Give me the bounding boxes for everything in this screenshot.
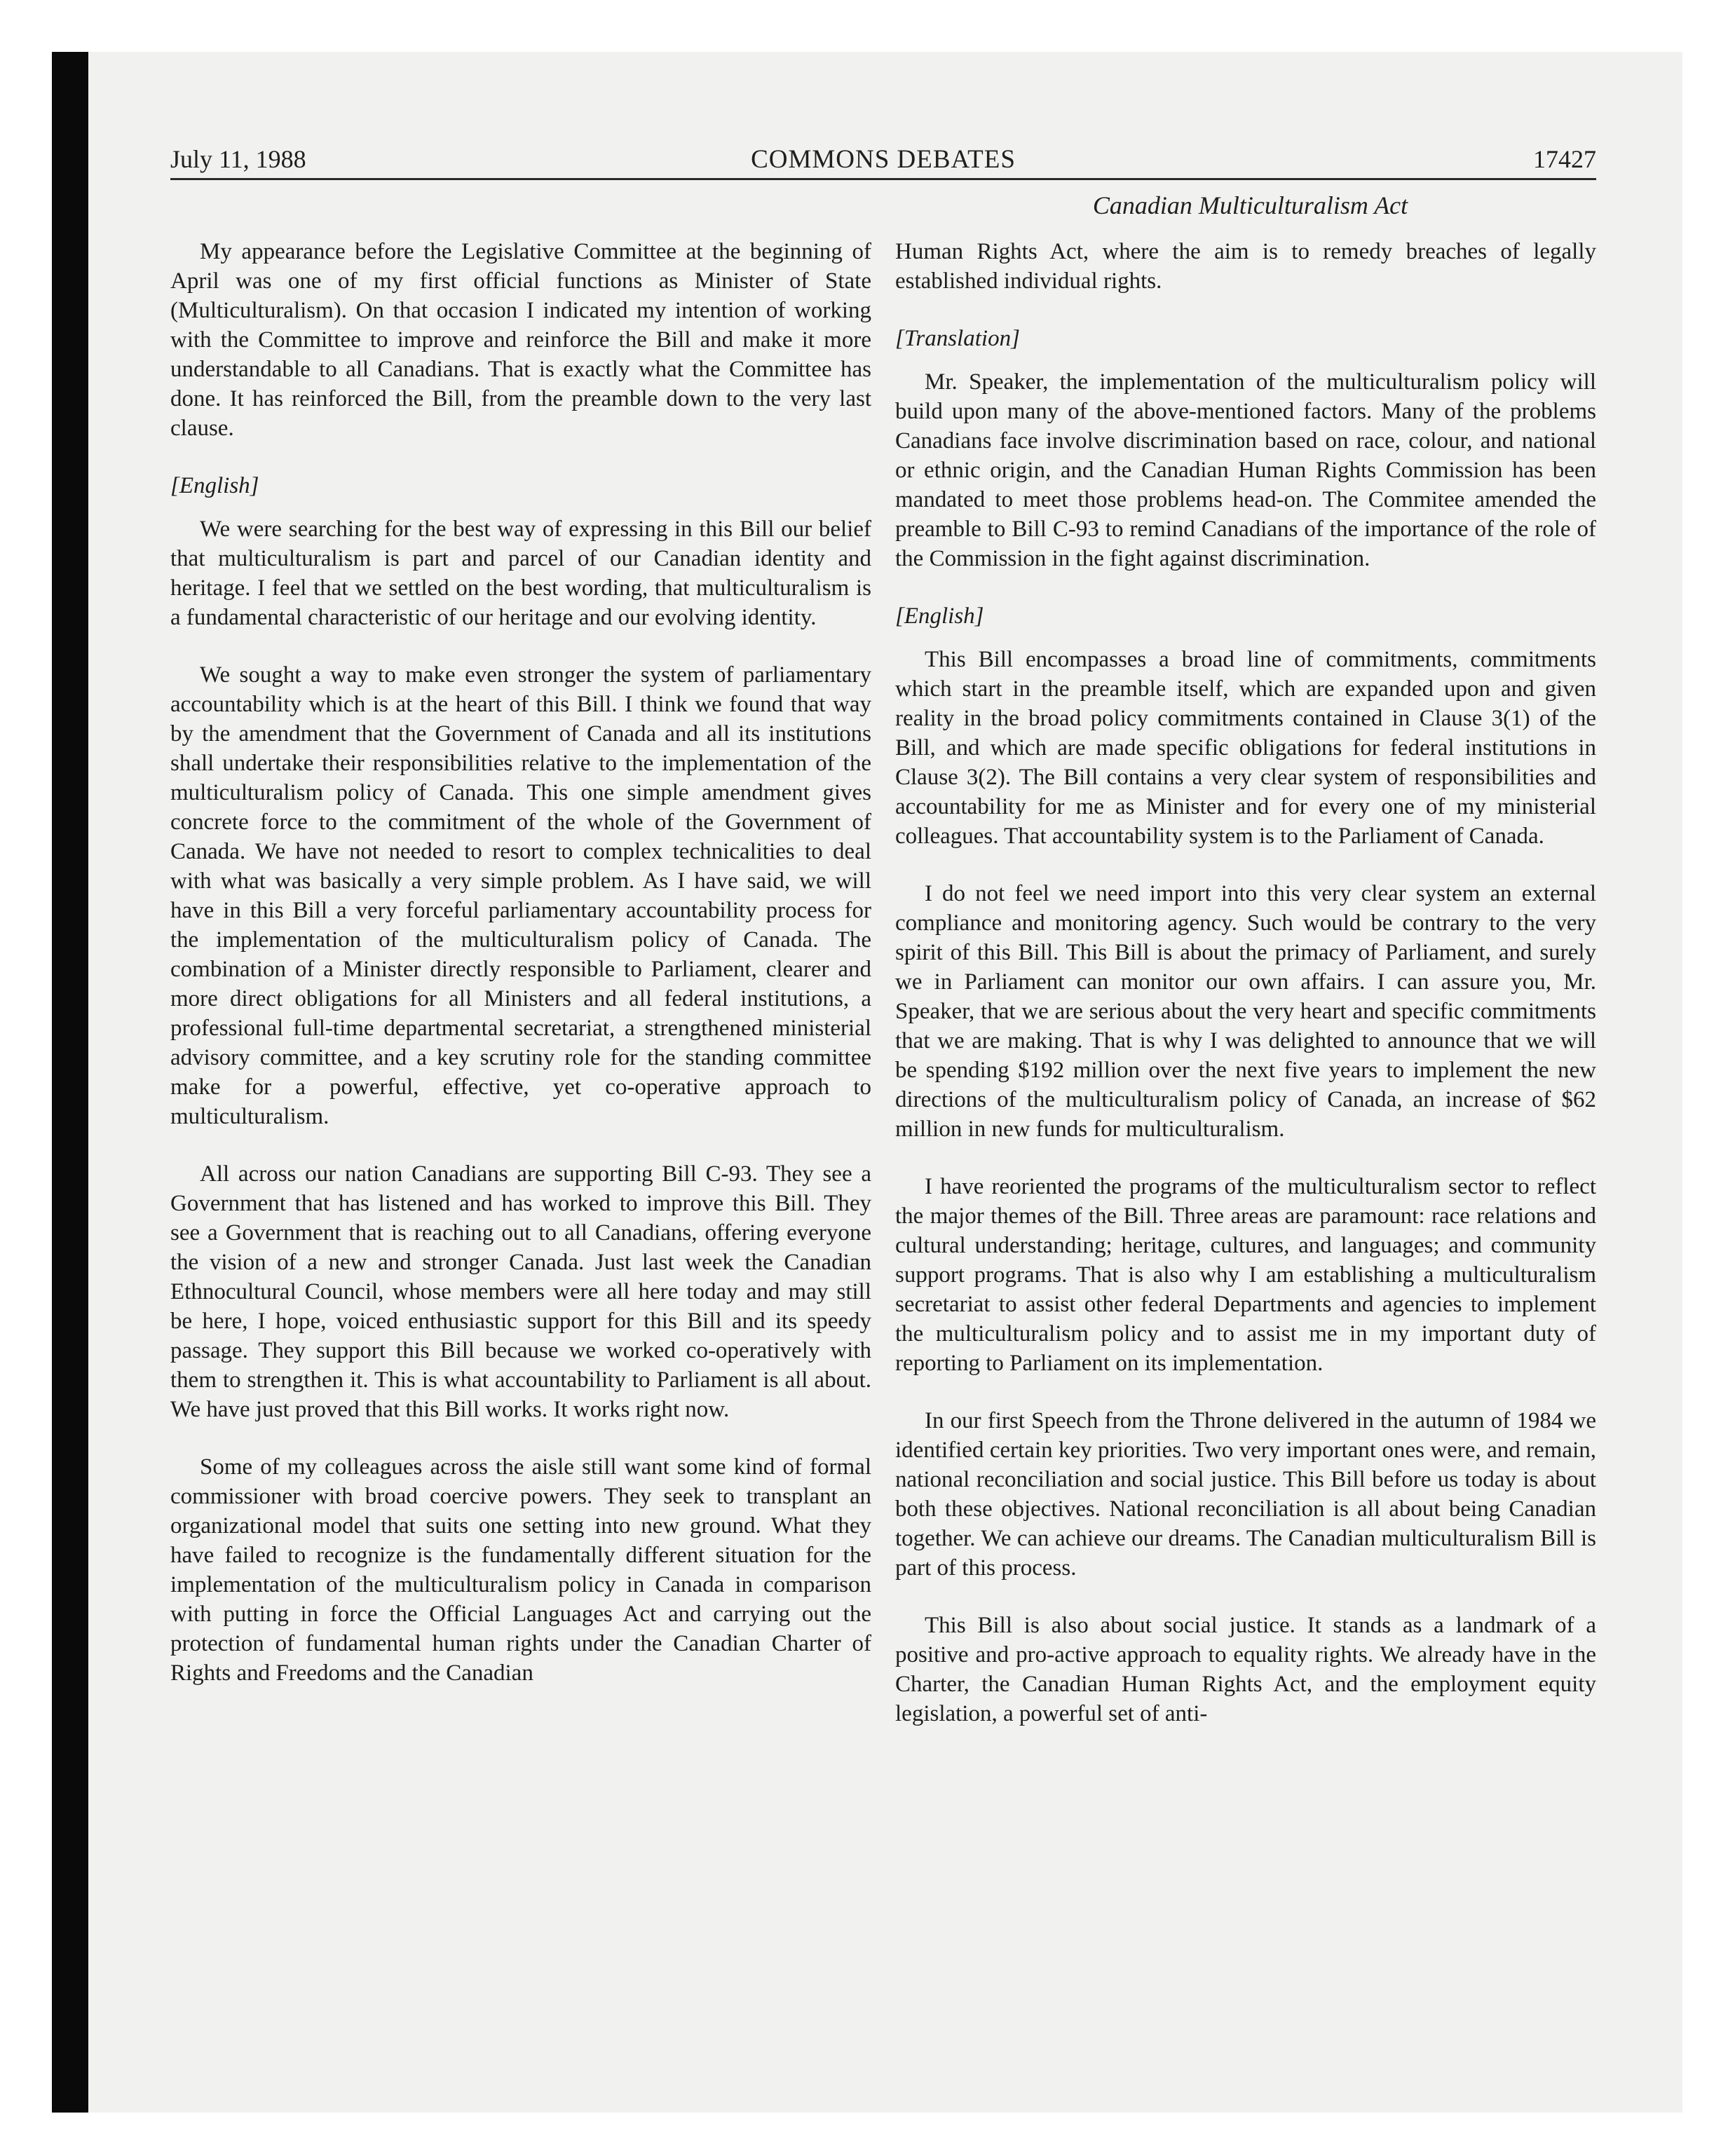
left-column bbox=[170, 237, 871, 1688]
header-page-number: 17427 bbox=[1533, 145, 1596, 173]
right-paragraph-6: In our first Speech from the Throne delivered in the autumn of 1984 we identified certain key priorities. Two very important ones were, and remain, national reconciliation and social justice. This Bill before us today is about both these objectives. National reconciliation is all about being Canadian together. We can achieve our dreams. The Canadian multiculturalism Bill is part of this process. bbox=[895, 1408, 1596, 1581]
left-paragraph-3: We sought a way to make even stronger the system of parliamentary accountability which is at the heart of this Bill. I think we found that way by the amendment that the Government of Canada and all its institutions shall undertake their responsibilities relative to the implementation of the multiculturalism policy of Canada. This one simple amendment gives concrete force to the commitment of the whole of the Government of Canada. We have not needed to resort to complex technicalities to deal with what was basically a very simple problem. As I have said, we will have in this Bill a very forceful parliamentary accountability process for the implementation of the multiculturalism policy of Canada. The combination of a Minister directly responsible to Parliament, clearer and more direct obligations for all Ministers and all federal institutions, a professional full-time departmental secretariat, a strengthened ministerial advisory committee, and a key scrutiny role for the standing committee make for a powerful, effective, yet co-operative approach to multiculturalism. bbox=[170, 662, 871, 1129]
section-title: Canadian Multiculturalism Act bbox=[1092, 191, 1408, 219]
right-language-note-english: [English] bbox=[895, 603, 984, 629]
right-paragraph-1: Human Rights Act, where the aim is to remedy breaches of legally established individual rights. bbox=[895, 239, 1596, 294]
left-paragraph-5: Some of my colleagues across the aisle still want some kind of formal commissioner with broad coercive powers. They seek to transplant an organizational model that suits one setting into new ground. What they have failed to recognize is the fundamentally different situation for the implementation of the multiculturalism policy in Canada in comparison with putting in force the Official Languages Act and carrying out the protection of fundamental human rights under the Canadian Charter of Rights and Freedoms and the Canadian bbox=[170, 1454, 871, 1686]
right-column bbox=[895, 237, 1596, 1728]
left-paragraph-2: We were searching for the best way of expressing in this Bill our belief that multiculturalism is part and parcel of our Canadian identity and heritage. I feel that we settled on the best wording, that multiculturalism is a fundamental characteristic of our heritage and our evolving identity. bbox=[170, 517, 871, 630]
right-paragraph-2: Mr. Speaker, the implementation of the multiculturalism policy will build upon many of the above-mentioned factors. Many of the problems Canadians face involve discrimination based on race, colour, and national or ethnic origin, and the Canadian Human Rights Commission has been mandated to meet those problems head-on. The Commitee amended the preamble to Bill C-93 to remind Canadians of the importance of the role of the Commission in the fight against discrimination. bbox=[895, 369, 1596, 571]
header-publication: COMMONS DEBATES bbox=[751, 145, 1016, 174]
left-language-note: [English] bbox=[170, 473, 259, 498]
right-paragraph-4: I do not feel we need import into this very clear system an external compliance and monitoring agency. Such would be contrary to the very spirit of this Bill. This Bill is about the primacy of Parliament, and surely we in Parliament can monitor our own affairs. I can assure you, Mr. Speaker, that we are serious about the very heart and specific commitments that we are making. That is why I was delighted to announce that we will be spending $192 million over the next five years to implement the new directions of the multiculturalism policy of Canada, an increase of $62 million in new funds for multiculturalism. bbox=[895, 881, 1596, 1142]
right-paragraph-3: This Bill encompasses a broad line of commitments, commitments which start in the preamble itself, which are expanded upon and given reality in the broad policy commitments contained in Clause 3(1) of the Bill, and which are made specific obligations for federal institutions in Clause 3(2). The Bill contains a very clear system of responsibilities and accountability for me as Minister and for every one of my ministerial colleagues. That accountability system is to the Parliament of Canada. bbox=[895, 647, 1596, 849]
right-paragraph-7: This Bill is also about social justice. It stands as a landmark of a positive and pro-active approach to equality rights. We already have in the Charter, the Canadian Human Rights Act, and the employment equity legislation, a powerful set of anti- bbox=[895, 1613, 1596, 1726]
binding-edge bbox=[52, 52, 88, 2113]
left-paragraph-4: All across our nation Canadians are supporting Bill C-93. They see a Government that has listened and has worked to improve this Bill. They see a Government that is reaching out to all Canadians, offering everyone the vision of a new and stronger Canada. Just last week the Canadian Ethnocultural Council, whose members were all here today and may still be here, I hope, voiced enthusiastic support for this Bill and its speedy passage. They support this Bill because we worked co-operatively with them to strengthen it. This is what accountability to Parliament is all about. We have just proved that this Bill works. It works right now. bbox=[170, 1161, 871, 1422]
running-header bbox=[170, 140, 1596, 177]
header-date: July 11, 1988 bbox=[170, 145, 306, 173]
right-paragraph-5: I have reoriented the programs of the multiculturalism sector to reflect the major themes of the Bill. Three areas are paramount: race relations and cultural understanding; heritage, cultures, and languages; and community support programs. That is also why I am establishing a multiculturalism secretariat to assist other federal Departments and agencies to implement the multiculturalism policy and to assist me in my important duty of reporting to Parliament on its implementation. bbox=[895, 1174, 1596, 1376]
right-language-note-translation: [Translation] bbox=[895, 326, 1020, 351]
header-rule bbox=[170, 178, 1596, 180]
left-paragraph-1: My appearance before the Legislative Committee at the beginning of April was one of my first official functions as Minister of State (Multiculturalism). On that occasion I indicated my intention of working with the Committee to improve and reinforce the Bill and make it more understandable to all Canadians. That is exactly what the Committee has done. It has reinforced the Bill, from the preamble down to the very last clause. bbox=[170, 239, 871, 441]
